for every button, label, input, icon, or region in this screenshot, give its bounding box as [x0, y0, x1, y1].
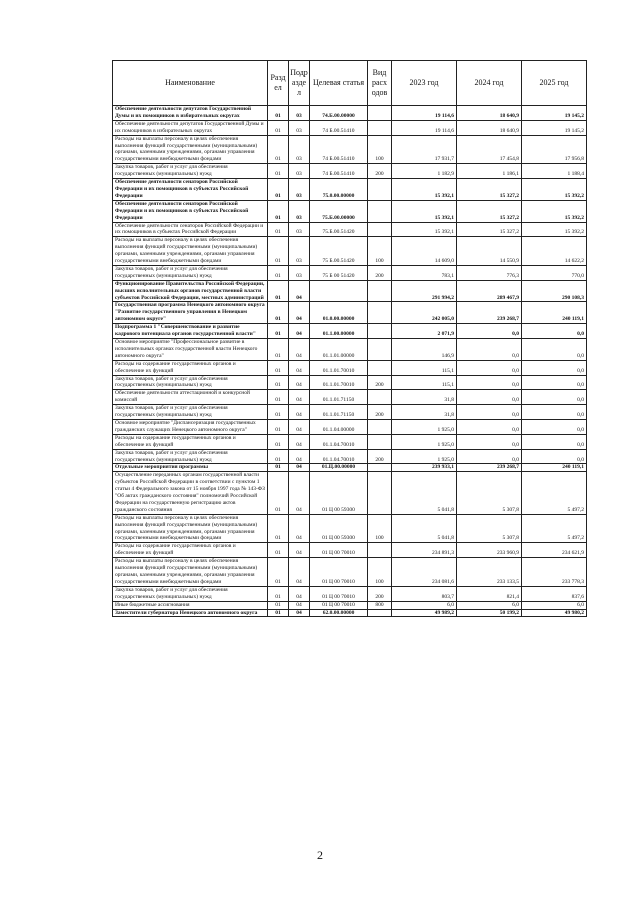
row-podrazdel: 03 — [289, 135, 310, 164]
row-vid: 800 — [368, 601, 392, 609]
row-2023: 234 081,6 — [392, 558, 457, 587]
row-podrazdel: 04 — [289, 601, 310, 609]
row-podrazdel: 04 — [289, 302, 310, 324]
header-2023: 2023 год — [392, 61, 457, 106]
row-razdel: 01 — [268, 222, 289, 237]
row-razdel: 01 — [268, 449, 289, 464]
row-2024: 0,0 — [457, 339, 522, 361]
table-row — [113, 464, 587, 472]
row-podrazdel: 04 — [289, 390, 310, 405]
row-2025: 49 980,2 — [522, 609, 587, 617]
row-2024: 0,0 — [457, 419, 522, 434]
row-2023: 242 005,0 — [392, 302, 457, 324]
row-target: 01.0.00.00000 — [310, 302, 368, 324]
row-target: 74 Б.00.51410 — [310, 120, 368, 135]
row-name: Закупка товаров, работ и услуг для обеспечения государственных (муниципальных) нужд — [113, 375, 268, 390]
row-2023: 15 392,1 — [392, 200, 457, 222]
budget-table — [112, 60, 587, 617]
row-target: 01.1.01.00000 — [310, 339, 368, 361]
row-name: Отдельные мероприятия программы — [113, 464, 268, 472]
row-2023: 803,7 — [392, 586, 457, 601]
row-name: Закупка товаров, работ и услуг для обеспечения государственных (муниципальных) нужд — [113, 405, 268, 420]
row-2025: 0,0 — [522, 405, 587, 420]
row-2023: 49 989,2 — [392, 609, 457, 617]
row-podrazdel: 04 — [289, 586, 310, 601]
row-2023: 2 071,9 — [392, 324, 457, 339]
table-row — [113, 514, 587, 543]
row-podrazdel: 03 — [289, 237, 310, 266]
row-vid — [368, 106, 392, 121]
row-podrazdel: 04 — [289, 434, 310, 449]
table-body — [113, 106, 587, 617]
row-target: 01.1.04.00000 — [310, 419, 368, 434]
row-vid — [368, 419, 392, 434]
row-podrazdel: 04 — [289, 360, 310, 375]
row-2024: 0,0 — [457, 390, 522, 405]
row-2023: 783,1 — [392, 265, 457, 280]
row-target: 01 Ц 00 70010 — [310, 558, 368, 587]
table-row — [113, 609, 587, 617]
row-razdel: 01 — [268, 179, 289, 201]
row-vid: 200 — [368, 375, 392, 390]
table-row — [113, 472, 587, 514]
row-target: 01.1.00.00000 — [310, 324, 368, 339]
row-target: 01.1.01.70010 — [310, 360, 368, 375]
row-2024: 6,0 — [457, 601, 522, 609]
row-razdel: 01 — [268, 164, 289, 179]
row-2025: 290 108,3 — [522, 280, 587, 302]
row-name: Обеспечение деятельности сенаторов Российской Федерации и их помощников в субъектах Российской Федерации — [113, 200, 268, 222]
row-2023: 1 925,0 — [392, 419, 457, 434]
row-podrazdel: 04 — [289, 405, 310, 420]
row-2024: 18 640,9 — [457, 120, 522, 135]
row-name: Основное мероприятие "Диспансеризация государственных гражданских служащих Ненецкого автономного округа" — [113, 419, 268, 434]
row-2025: 770,0 — [522, 265, 587, 280]
header-2024: 2024 год — [457, 61, 522, 106]
table-row — [113, 265, 587, 280]
row-target: 01.1.04.70010 — [310, 434, 368, 449]
table-row — [113, 543, 587, 558]
row-vid — [368, 360, 392, 375]
row-razdel: 01 — [268, 419, 289, 434]
row-2025: 19 145,2 — [522, 120, 587, 135]
row-vid: 200 — [368, 265, 392, 280]
row-target: 74 Б.00.51410 — [310, 135, 368, 164]
row-podrazdel: 04 — [289, 609, 310, 617]
row-name: Иные бюджетные ассигнования — [113, 601, 268, 609]
table-row — [113, 237, 587, 266]
row-2025: 19 145,2 — [522, 106, 587, 121]
row-razdel: 01 — [268, 405, 289, 420]
row-name: Закупка товаров, работ и услуг для обеспечения государственных (муниципальных) нужд — [113, 164, 268, 179]
row-target: 62.0.00.00000 — [310, 609, 368, 617]
table-header-row — [113, 61, 587, 106]
row-2023: 5 041,8 — [392, 472, 457, 514]
row-name: Расходы на выплаты персоналу в целях обеспечения выполнения функций государственными (муниципальными) органами, казенными учреждениями, органами управления государственными внебюджетными фондами — [113, 237, 268, 266]
row-target: 01 Ц 00 59300 — [310, 514, 368, 543]
row-podrazdel: 03 — [289, 120, 310, 135]
header-2025: 2025 год — [522, 61, 587, 106]
row-target: 75.Б.00.51420 — [310, 222, 368, 237]
row-2023: 19 114,6 — [392, 106, 457, 121]
table-row — [113, 135, 587, 164]
table-row — [113, 106, 587, 121]
row-2024: 776,3 — [457, 265, 522, 280]
table-row — [113, 179, 587, 201]
row-2023: 31,8 — [392, 405, 457, 420]
row-target: 01.1.01.71150 — [310, 405, 368, 420]
row-podrazdel: 04 — [289, 472, 310, 514]
row-2025: 0,0 — [522, 324, 587, 339]
table-row — [113, 200, 587, 222]
row-razdel: 01 — [268, 586, 289, 601]
table-row — [113, 434, 587, 449]
table-row — [113, 339, 587, 361]
row-razdel: 01 — [268, 339, 289, 361]
row-target: 01.Ц.00.00000 — [310, 464, 368, 472]
row-podrazdel: 04 — [289, 339, 310, 361]
row-2023: 19 114,6 — [392, 120, 457, 135]
row-name: Расходы на выплаты персоналу в целях обеспечения выполнения функций государственными (муниципальными) органами, казенными учреждениями, органами управления государственными внебюджетными фондами — [113, 135, 268, 164]
row-name: Основное мероприятие "Профессиональное развитие в исполнительных органах государственной власти Ненецкого автономного округа" — [113, 339, 268, 361]
row-razdel: 01 — [268, 390, 289, 405]
row-podrazdel: 04 — [289, 558, 310, 587]
row-vid — [368, 302, 392, 324]
row-2023: 31,8 — [392, 390, 457, 405]
row-2025: 240 119,1 — [522, 464, 587, 472]
row-razdel: 01 — [268, 609, 289, 617]
row-2025: 15 392,2 — [522, 200, 587, 222]
table-row — [113, 375, 587, 390]
row-target — [310, 280, 368, 302]
row-razdel: 01 — [268, 543, 289, 558]
row-podrazdel: 03 — [289, 179, 310, 201]
row-2025: 0,0 — [522, 419, 587, 434]
row-podrazdel: 03 — [289, 164, 310, 179]
row-podrazdel: 04 — [289, 375, 310, 390]
row-name: Осуществление переданных органам государственной власти субъектов Российской Федерации в соответствии с пунктом 1 статьи 4 Федерального закона от 15 ноября 1997 года № 143-ФЗ "Об актах гражданского состояния" полномочий Российской Федерации на государственную регистрацию актов гражданского состояния — [113, 472, 268, 514]
row-name: Обеспечение деятельности аттестационной и конкурсной комиссий — [113, 390, 268, 405]
row-2024: 233 960,9 — [457, 543, 522, 558]
row-2024: 0,0 — [457, 449, 522, 464]
row-podrazdel: 04 — [289, 543, 310, 558]
row-2025: 5 497,2 — [522, 472, 587, 514]
row-podrazdel: 03 — [289, 200, 310, 222]
row-razdel: 01 — [268, 324, 289, 339]
row-razdel: 01 — [268, 375, 289, 390]
row-2025: 234 621,9 — [522, 543, 587, 558]
row-vid: 200 — [368, 586, 392, 601]
row-podrazdel: 04 — [289, 419, 310, 434]
table-row — [113, 449, 587, 464]
row-2023: 234 891,3 — [392, 543, 457, 558]
row-name: Расходы на содержание государственных органов и обеспечение их функций — [113, 360, 268, 375]
row-name: Подпрограмма 1 "Совершенствование и развитие кадрового потенциала органов государственной власти" — [113, 324, 268, 339]
row-name: Закупка товаров, работ и услуг для обеспечения государственных (муниципальных) нужд — [113, 449, 268, 464]
row-2025: 240 119,1 — [522, 302, 587, 324]
row-target: 75 Б.00.51420 — [310, 237, 368, 266]
row-2024: 233 133,5 — [457, 558, 522, 587]
row-name: Расходы на содержание государственных органов и обеспечение их функций — [113, 434, 268, 449]
row-podrazdel: 03 — [289, 265, 310, 280]
row-2025: 15 392,2 — [522, 179, 587, 201]
row-name: Расходы на содержание государственных органов и обеспечение их функций — [113, 543, 268, 558]
row-vid — [368, 120, 392, 135]
row-target: 75.Б.00.00000 — [310, 200, 368, 222]
row-razdel: 01 — [268, 237, 289, 266]
row-razdel: 01 — [268, 514, 289, 543]
row-2023: 17 931,7 — [392, 135, 457, 164]
row-2024: 821,4 — [457, 586, 522, 601]
row-vid — [368, 324, 392, 339]
row-2025: 233 778,3 — [522, 558, 587, 587]
row-2025: 0,0 — [522, 434, 587, 449]
row-podrazdel: 04 — [289, 324, 310, 339]
row-2024: 15 327,2 — [457, 200, 522, 222]
row-2025: 17 956,8 — [522, 135, 587, 164]
row-target: 01.1.01.71150 — [310, 390, 368, 405]
header-vid: Вид расх одов — [368, 61, 392, 106]
table-row — [113, 390, 587, 405]
row-vid — [368, 339, 392, 361]
row-2023: 15 392,1 — [392, 222, 457, 237]
header-target: Целевая статья — [310, 61, 368, 106]
row-razdel: 01 — [268, 464, 289, 472]
row-2023: 1 925,0 — [392, 449, 457, 464]
row-2023: 115,1 — [392, 375, 457, 390]
row-2024: 0,0 — [457, 375, 522, 390]
row-vid — [368, 472, 392, 514]
row-podrazdel: 03 — [289, 106, 310, 121]
row-vid — [368, 179, 392, 201]
table-row — [113, 164, 587, 179]
row-podrazdel: 04 — [289, 464, 310, 472]
table-row — [113, 405, 587, 420]
row-2025: 5 497,2 — [522, 514, 587, 543]
row-2023: 14 609,0 — [392, 237, 457, 266]
row-2024: 15 327,2 — [457, 222, 522, 237]
row-2024: 1 186,1 — [457, 164, 522, 179]
row-target: 01.1.04.70010 — [310, 449, 368, 464]
row-2023: 6,0 — [392, 601, 457, 609]
row-2023: 146,9 — [392, 339, 457, 361]
row-name: Функционирование Правительства Российской Федерации, высших исполнительных органов государственной власти субъектов Российской Федерации, местных администраций — [113, 280, 268, 302]
row-name: Обеспечение деятельности депутатов Государственной Думы и их помощников в избирательных округах — [113, 120, 268, 135]
row-name: Заместители губернатора Ненецкого автономного округа — [113, 609, 268, 617]
row-2025: 15 392,2 — [522, 222, 587, 237]
row-2025: 14 622,2 — [522, 237, 587, 266]
row-2025: 0,0 — [522, 360, 587, 375]
row-2023: 15 392,1 — [392, 179, 457, 201]
row-name: Закупка товаров, работ и услуг для обеспечения государственных (муниципальных) нужд — [113, 265, 268, 280]
row-2024: 0,0 — [457, 360, 522, 375]
row-2024: 14 550,9 — [457, 237, 522, 266]
row-vid — [368, 609, 392, 617]
row-vid: 100 — [368, 514, 392, 543]
row-2025: 6,0 — [522, 601, 587, 609]
row-vid: 100 — [368, 558, 392, 587]
row-name: Расходы на выплаты персоналу в целях обеспечения выполнения функций государственными (муниципальными) органами, казенными учреждениями, органами управления государственными внебюджетными фондами — [113, 514, 268, 543]
table-row — [113, 324, 587, 339]
row-razdel: 01 — [268, 434, 289, 449]
table-row — [113, 222, 587, 237]
row-2024: 239 268,7 — [457, 302, 522, 324]
row-2023: 5 041,8 — [392, 514, 457, 543]
row-target: 75 Б 00 51420 — [310, 265, 368, 280]
header-podrazdel: Подр азде л — [289, 61, 310, 106]
row-target: 75.0.00.00000 — [310, 179, 368, 201]
row-razdel: 01 — [268, 601, 289, 609]
table-row — [113, 601, 587, 609]
row-podrazdel: 04 — [289, 514, 310, 543]
row-razdel: 01 — [268, 265, 289, 280]
row-name: Закупка товаров, работ и услуг для обеспечения государственных (муниципальных) нужд — [113, 586, 268, 601]
row-2024: 289 467,9 — [457, 280, 522, 302]
row-vid — [368, 464, 392, 472]
row-2024: 0,0 — [457, 434, 522, 449]
row-target: 01.1.01.70010 — [310, 375, 368, 390]
row-2025: 0,0 — [522, 375, 587, 390]
table-row — [113, 586, 587, 601]
row-razdel: 01 — [268, 302, 289, 324]
row-name: Обеспечение деятельности сенаторов Российской Федерации и их помощников в субъектах Российской Федерации — [113, 222, 268, 237]
row-razdel: 01 — [268, 120, 289, 135]
row-vid — [368, 390, 392, 405]
row-razdel: 01 — [268, 472, 289, 514]
row-2025: 0,0 — [522, 390, 587, 405]
row-target: 74 Б.00.51410 — [310, 164, 368, 179]
table-row — [113, 302, 587, 324]
row-target: 01 Ц 00 70010 — [310, 543, 368, 558]
row-target: 74.Б.00.00000 — [310, 106, 368, 121]
header-razdel: Разд ел — [268, 61, 289, 106]
row-2025: 1 188,4 — [522, 164, 587, 179]
row-vid: 200 — [368, 449, 392, 464]
row-vid: 200 — [368, 164, 392, 179]
table-row — [113, 360, 587, 375]
row-2024: 5 307,8 — [457, 514, 522, 543]
row-podrazdel: 04 — [289, 449, 310, 464]
row-razdel: 01 — [268, 135, 289, 164]
row-2023: 115,1 — [392, 360, 457, 375]
row-razdel: 01 — [268, 360, 289, 375]
table-row — [113, 120, 587, 135]
row-vid — [368, 200, 392, 222]
row-2023: 239 933,1 — [392, 464, 457, 472]
row-vid: 200 — [368, 405, 392, 420]
row-vid — [368, 543, 392, 558]
row-podrazdel: 03 — [289, 222, 310, 237]
row-vid — [368, 434, 392, 449]
row-2023: 1 182,9 — [392, 164, 457, 179]
row-2024: 17 454,8 — [457, 135, 522, 164]
row-target: 01 Ц 00 59300 — [310, 472, 368, 514]
row-razdel: 01 — [268, 280, 289, 302]
row-razdel: 01 — [268, 200, 289, 222]
row-2024: 50 199,2 — [457, 609, 522, 617]
header-name: Наименование — [113, 61, 268, 106]
table-row — [113, 419, 587, 434]
row-target: 01 Ц 00 70010 — [310, 601, 368, 609]
row-vid — [368, 280, 392, 302]
row-vid: 100 — [368, 135, 392, 164]
row-razdel: 01 — [268, 106, 289, 121]
row-2024: 0,0 — [457, 405, 522, 420]
row-2023: 291 994,2 — [392, 280, 457, 302]
row-2024: 5 307,8 — [457, 472, 522, 514]
page-number: 2 — [317, 848, 323, 862]
row-name: Обеспечение деятельности депутатов Государственной Думы и их помощников в избирательных округах — [113, 106, 268, 121]
row-2023: 1 925,0 — [392, 434, 457, 449]
row-vid: 100 — [368, 237, 392, 266]
row-podrazdel: 04 — [289, 280, 310, 302]
row-2025: 0,0 — [522, 449, 587, 464]
table-row — [113, 558, 587, 587]
row-2025: 837,6 — [522, 586, 587, 601]
row-name: Государственная программа Ненецкого автономного округа "Развитие государственного управления в Ненецком автономном округе" — [113, 302, 268, 324]
row-name: Расходы на выплаты персоналу в целях обеспечения выполнения функций государственными (муниципальными) органами, казенными учреждениями, органами управления государственными внебюджетными фондами — [113, 558, 268, 587]
row-2024: 18 640,9 — [457, 106, 522, 121]
row-2024: 15 327,2 — [457, 179, 522, 201]
row-2024: 239 268,7 — [457, 464, 522, 472]
row-2025: 0,0 — [522, 339, 587, 361]
row-2024: 0,0 — [457, 324, 522, 339]
row-razdel: 01 — [268, 558, 289, 587]
table-row — [113, 280, 587, 302]
row-name: Обеспечение деятельности сенаторов Российской Федерации и их помощников в субъектах Российской Федерации — [113, 179, 268, 201]
row-target: 01 Ц 00 70010 — [310, 586, 368, 601]
row-vid — [368, 222, 392, 237]
